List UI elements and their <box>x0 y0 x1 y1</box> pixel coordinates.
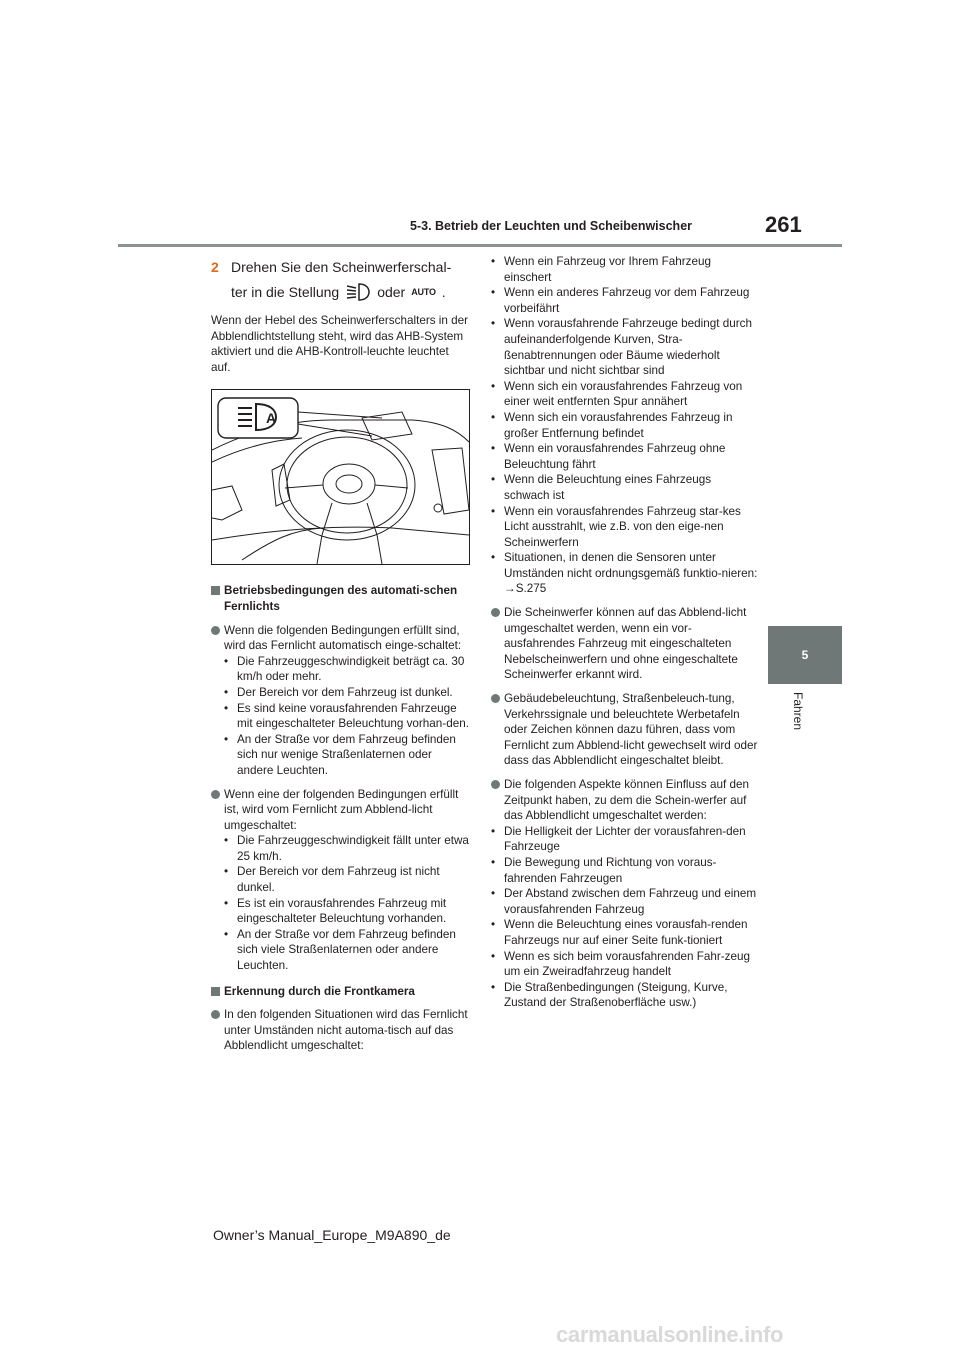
step-line-2-middle: oder <box>377 284 406 300</box>
square-bullet-icon <box>211 987 220 996</box>
list-item: • Die Fahrzeuggeschwindigkeit beträgt ca. 30 km/h oder mehr. <box>224 654 471 685</box>
list-item: • Wenn ein vorausfahrendes Fahrzeug star-kes Licht ausstrahlt, wie z.B. von den eige-nen Scheinwerfern <box>491 504 759 551</box>
step-line-2-suffix: . <box>441 284 446 300</box>
conditions-item-2 <box>211 787 471 974</box>
item-text: Die folgenden Aspekte können Einfluss auf den Zeitpunkt haben, zu dem die Schein-werfer auf das Abblendlicht umgeschaltet werden: <box>504 778 749 823</box>
item-text: Wenn die folgenden Bedingungen erfüllt sind, wird das Fernlicht automatisch einge-schaltet: <box>224 623 462 653</box>
callout-letter: A <box>266 410 277 427</box>
list-item: • Die Fahrzeuggeschwindigkeit fällt unter etwa 25 km/h. <box>224 833 471 864</box>
list-item: • Die Bewegung und Richtung von voraus-fahrenden Fahrzeugen <box>491 855 759 886</box>
camera-item-1 <box>211 1007 471 1054</box>
dashboard-figure <box>211 389 470 565</box>
page-number: 261 <box>765 212 802 237</box>
item-text: Wenn eine der folgenden Bedingungen erfüllt ist, wird vom Fernlicht zum Abblend-licht umgeschaltet: <box>224 787 459 832</box>
list-item: • Wenn ein vorausfahrendes Fahrzeug ohne Beleuchtung fährt <box>491 441 759 472</box>
list-item: • Es sind keine vorausfahrenden Fahrzeuge mit eingeschalteter Beleuchtung vorhan-den. <box>224 701 471 732</box>
intro-note: Wenn der Hebel des Scheinwerferschalters in der Abblendlichtstellung steht, wird das AHB-System aktiviert und die AHB-Kontroll-leuchte leuchtet auf. <box>211 314 469 374</box>
bullet-list <box>224 654 471 779</box>
step-line-2-prefix: ter in die Stellung <box>231 284 340 300</box>
chapter-label: Fahren <box>791 692 805 731</box>
footer-manual-id: Owner’s Manual_Europe_M9A890_de <box>213 1227 451 1243</box>
circle-bullet-icon <box>491 608 500 617</box>
camera-situations-list <box>491 254 759 597</box>
conditions-item-1 <box>211 623 471 779</box>
header-rule <box>118 244 842 247</box>
circle-bullet-icon <box>211 790 220 799</box>
list-item: • Es ist ein vorausfahrendes Fahrzeug mit eingeschalteter Beleuchtung vorhanden. <box>224 896 471 927</box>
list-item: • Der Abstand zwischen dem Fahrzeug und einem vorausfahrenden Fahrzeug <box>491 886 759 917</box>
step-line-2 <box>231 281 471 303</box>
list-item: • Wenn die Beleuchtung eines Fahrzeugs schwach ist <box>491 472 759 503</box>
right-column <box>491 254 759 1011</box>
section-header-title: 5-3. Betrieb der Leuchten und Scheibenwischer <box>410 219 693 233</box>
circle-bullet-icon <box>491 694 500 703</box>
circle-bullet-icon <box>211 626 220 635</box>
page-reference-link[interactable]: • Situationen, in denen die Sensoren unter Umständen nicht ordnungsgemäß funktio-nieren: →S.275 <box>491 550 759 597</box>
buildings-item <box>491 691 759 769</box>
left-column <box>211 257 471 1054</box>
square-bullet-icon <box>211 586 220 595</box>
list-item: • Wenn ein Fahrzeug vor Ihrem Fahrzeug einschert <box>491 254 759 285</box>
section-title-text: Erkennung durch die Frontkamera <box>224 984 415 998</box>
watermark: carmanualsonline.info <box>556 1322 784 1347</box>
headlights-item <box>491 605 759 683</box>
list-item: • Wenn vorausfahrende Fahrzeuge bedingt durch aufeinanderfolgende Kurven, Stra-ßenabtrennungen oder Bäume wiederholt sichtbar und nicht sichtbar sind <box>491 316 759 378</box>
step-line-1: Drehen Sie den Scheinwerferschal- <box>231 259 452 275</box>
circle-bullet-icon <box>491 780 500 789</box>
list-item: • Wenn sich ein vorausfahrendes Fahrzeug von einer weit entfernten Spur annähert <box>491 379 759 410</box>
section-camera-title <box>211 984 471 1000</box>
aspects-item <box>491 777 759 1011</box>
item-text: In den folgenden Situationen wird das Fernlicht unter Umständen nicht automa-tisch auf das Abblendlicht umgeschaltet: <box>224 1008 468 1053</box>
list-item: • Wenn ein anderes Fahrzeug vor dem Fahrzeug vorbeifährt <box>491 285 759 316</box>
low-beam-headlamp-icon <box>345 281 371 303</box>
list-item: • Wenn die Beleuchtung eines vorausfah-renden Fahrzeugs nur auf einer Seite funk-tioniert <box>491 917 759 948</box>
list-item: • Wenn sich ein vorausfahrendes Fahrzeug in großer Entfernung befindet <box>491 410 759 441</box>
item-text: Gebäudebeleuchtung, Straßenbeleuch-tung, Verkehrssignale und beleuchtete Werbetafeln oder Zeichen können dazu führen, dass vom Fernlicht zum Abblend-licht gewechselt wird oder dass das Abblendlicht eingeschaltet bleibt. <box>504 692 758 768</box>
list-item: • An der Straße vor dem Fahrzeug befinden sich viele Straßenlaternen oder andere Leuchten. <box>224 927 471 974</box>
list-item: • An der Straße vor dem Fahrzeug befinden sich nur wenige Straßenlaternen oder andere Leuchten. <box>224 732 471 779</box>
bullet-list <box>491 824 759 1011</box>
step-number: 2 <box>211 259 219 275</box>
circle-bullet-icon <box>211 1010 220 1019</box>
list-item: • Die Helligkeit der Lichter der vorausfahren-den Fahrzeuge <box>491 824 759 855</box>
bullet-list <box>224 833 471 973</box>
item-text: Die Scheinwerfer können auf das Abblend-licht umgeschaltet werden, wenn ein vor-ausfahrendes Fahrzeug mit eingeschalteten Nebelscheinwerfern und ohne eingeschaltete Scheinwerfer erkannt wird. <box>504 606 747 682</box>
chapter-number: 5 <box>801 648 809 662</box>
list-item: • Wenn es sich beim vorausfahrenden Fahr-zeug um ein Zweiradfahrzeug handelt <box>491 949 759 980</box>
chapter-tab[interactable] <box>768 626 842 684</box>
list-item: • Der Bereich vor dem Fahrzeug ist nicht dunkel. <box>224 864 471 895</box>
section-conditions-title <box>211 583 471 614</box>
steering-wheel-illustration <box>212 390 469 564</box>
list-item: • Der Bereich vor dem Fahrzeug ist dunkel. <box>224 685 471 701</box>
auto-icon: AUTO <box>411 287 436 297</box>
section-title-text: Betriebsbedingungen des automati-schen Fernlichts <box>224 584 458 613</box>
list-item: • Die Straßenbedingungen (Steigung, Kurve, Zustand der Straßenoberfläche usw.) <box>491 980 759 1011</box>
step-2 <box>211 257 471 303</box>
